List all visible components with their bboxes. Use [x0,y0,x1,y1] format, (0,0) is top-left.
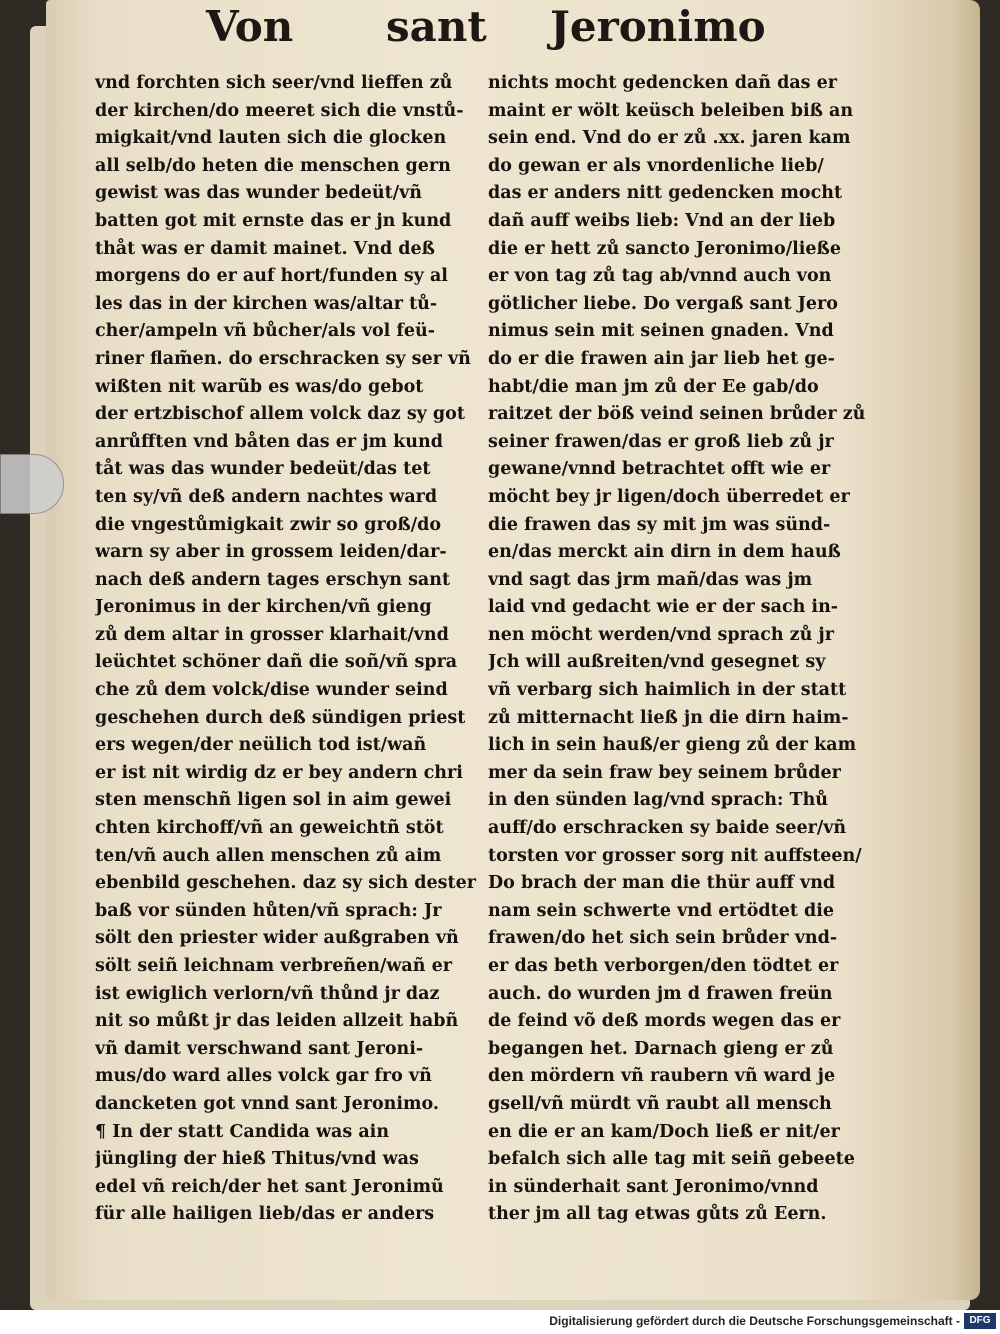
text-line: vñ verbarg sich haimlich in der statt [488,680,847,701]
text-line: sölt seiñ leichnam verbreñen/wañ er [95,956,452,976]
text-line: chten kirchoff/vñ an geweichtñ stöt [95,818,444,839]
dfg-logo: DFG [964,1313,996,1329]
text-line: mus/do ward alles volck gar fro vñ [95,1066,432,1087]
text-line: cher/ampeln vñ bůcher/als vol feü- [95,321,436,342]
plastic-clip [0,454,64,514]
text-line: en die er an kam/Doch ließ er nit/er [488,1121,840,1142]
text-line: ¶ In der statt Candida was ain [95,1121,390,1142]
running-head [0,2,1000,52]
text-line: tåt was das wunder bedeüt/das tet [95,459,431,480]
footer-credit: Digitalisierung gefördert durch die Deutsche Forschungsgemeinschaft - [549,1314,960,1328]
text-line: auff/do erschracken sy baide seer/vñ [488,818,847,839]
text-line: Jch will außreiten/vnd gesegnet sy [488,652,826,673]
text-line: lich in sein hauß/er gieng zů der kam [488,735,857,756]
running-head-word: Von [206,2,294,51]
text-line: götlicher liebe. Do vergaß sant Jero [488,293,838,314]
text-line: all selb/do heten die menschen gern [95,155,451,176]
text-line: les das in der kirchen was/altar tů- [95,293,438,314]
text-line: dancketen got vnnd sant Jeronimo. [95,1093,440,1114]
text-line: leüchtet schöner dañ die soñ/vñ spra [95,652,458,673]
text-line: Jeronimus in der kirchen/vñ gieng [95,597,432,618]
text-line: vñ damit verschwand sant Jeroni- [95,1038,424,1059]
text-line: nimus sein mit seinen gnaden. Vnd [488,321,834,342]
text-line: warn sy aber in grossem leiden/dar- [95,542,447,563]
text-line: nit so můßt jr das leiden allzeit habñ [95,1011,459,1032]
text-line: das er anders nitt gedencken mocht [488,183,843,204]
text-line: raitzet der böß veind seinen brůder zů [488,404,866,425]
left-text-column [95,70,495,1229]
text-line: befalch sich alle tag mit seiñ gebeete [488,1149,855,1170]
text-line: nichts mocht gedencken dañ das er [488,73,837,93]
text-line: für alle hailigen lieb/das er anders [95,1204,435,1225]
text-line: er ist nit wirdig dz er bey andern chri [95,762,463,783]
text-line: ist ewiglich verlorn/vñ thůnd jr daz [95,983,440,1004]
text-line: ten sy/vñ deß andern nachtes ward [95,486,438,507]
text-line: die frawen das sy mit jm was sünd- [488,514,831,535]
text-line: den mördern vñ raubern vñ ward je [488,1066,836,1087]
text-line: dañ auff weibs lieb: Vnd an der lieb [488,210,836,231]
footer-bar [0,1310,1000,1334]
text-line: ther jm all tag etwas gůts zů Eern. [488,1204,827,1225]
running-head-word: sant [386,2,487,51]
text-line: wißten nit warũb es was/do gebot [95,376,424,397]
text-line: laid vnd gedacht wie er der sach in- [488,597,839,618]
text-line: anrůfften vnd båten das er jm kund [95,431,443,452]
text-line: jüngling der hieß Thitus/vnd was [95,1149,419,1170]
text-line: edel vñ reich/der het sant Jeronimũ [95,1176,444,1197]
text-line: in sünderhait sant Jeronimo/vnnd [488,1176,819,1197]
text-line: die vngestůmigkait zwir so groß/do [95,514,442,535]
text-line: migkait/vnd lauten sich die glocken [95,128,447,149]
text-line: der kirchen/do meeret sich die vnstů- [95,100,464,121]
text-line: en/das merckt ain dirn in dem hauß [488,542,841,563]
text-line: gewist was das wunder bedeüt/vñ [95,183,423,204]
right-text-column [488,70,888,1229]
text-line: morgens do er auf hort/funden sy al [95,266,448,287]
text-line: nach deß andern tages erschyn sant [95,569,451,590]
text-line: ebenbild geschehen. daz sy sich dester [95,873,476,894]
text-line: sein end. Vnd do er zů .xx. jaren kam [488,128,851,149]
text-line: gewane/vnnd betrachtet offt wie er [488,459,831,480]
text-line: ten/vñ auch allen menschen zů aim [95,845,442,866]
text-line: der ertzbischof allem volck daz sy got [95,404,465,425]
running-head-word: Jeronimo [550,2,766,51]
text-line: batten got mit ernste das er jn kund [95,210,452,231]
text-line: riner flam̃en. do erschracken sy ser vñ [95,348,471,369]
text-line: frawen/do het sich sein brůder vnd- [488,928,838,949]
text-line: de feind võ deß mords wegen das er [488,1011,841,1032]
text-line: sölt den priester wider außgraben vñ [95,928,459,949]
text-line: do gewan er als vnordenliche lieb/ [488,155,824,176]
text-line: nam sein schwerte vnd ertödtet die [488,900,835,921]
text-line: nen möcht werden/vnd sprach zů jr [488,624,834,645]
text-line: thåt was er damit mainet. Vnd deß [95,238,435,259]
text-line: begangen het. Darnach gieng er zů [488,1038,834,1059]
text-line: zů mitternacht ließ jn die dirn haim- [488,707,849,728]
text-line: maint er wölt keüsch beleiben biß an [488,100,854,121]
text-line: er das beth verborgen/den tödtet er [488,956,839,976]
text-line: in den sünden lag/vnd sprach: Thů [488,790,829,811]
text-line: er von tag zů tag ab/vnnd auch von [488,266,832,287]
text-line: vnd forchten sich seer/vnd lieffen zů [95,73,453,93]
text-line: Do brach der man die thür auff vnd [488,873,836,894]
text-line: sten menschñ ligen sol in aim gewei [95,790,452,811]
text-line: vnd sagt das jrm mañ/das was jm [488,569,813,590]
text-line: gsell/vñ mürdt vñ raubt all mensch [488,1093,832,1114]
text-line: torsten vor grosser sorg nit auffsteen/ [488,845,862,866]
text-line: baß vor sünden hůten/vñ sprach: Jr [95,900,442,921]
text-line: auch. do wurden jm d frawen freün [488,983,833,1004]
text-line: geschehen durch deß sündigen priest [95,707,466,728]
text-line: habt/die man jm zů der Ee gab/do [488,376,819,397]
text-line: mer da sein fraw bey seinem brůder [488,762,841,783]
text-line: do er die frawen ain jar lieb het ge- [488,348,835,369]
text-line: zů dem altar in grosser klarhait/vnd [95,624,449,645]
text-line: seiner frawen/das er groß lieb zů jr [488,431,834,452]
text-line: die er hett zů sancto Jeronimo/ließe [488,238,841,259]
text-line: ers wegen/der neülich tod ist/wañ [95,735,427,756]
text-line: möcht bey jr ligen/doch überredet er [488,486,850,507]
text-line: che zů dem volck/dise wunder seind [95,680,448,701]
